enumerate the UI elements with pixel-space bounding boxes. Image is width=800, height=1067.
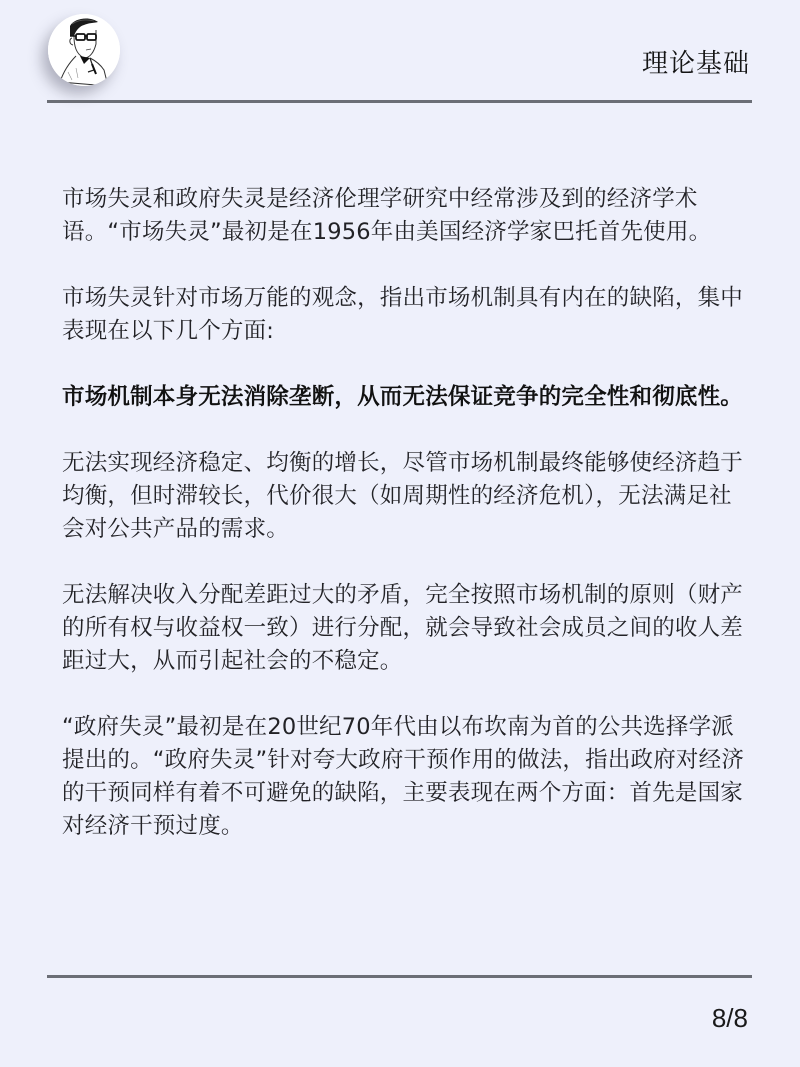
header-divider [47,100,752,103]
page-title: 理论基础 [641,49,750,79]
paragraph-monopoly-point: 市场机制本身无法消除垄断，从而无法保证竞争的完全性和彻底性。 [62,384,744,410]
paragraph-government-failure: “政府失灵”最初是在20世纪70年代由以布坎南为首的公共选择学派提出的。“政府失灵”针对夸大政府干预作用的做法，指出政府对经济的干预同样有着不可避免的缺陷，主要表现在两个方面：首先是国家对经济干预过度。 [62,714,745,839]
portrait-illustration-icon [48,14,120,86]
page-number: 8/8 [711,1003,748,1033]
article-body [62,183,744,876]
paragraph-stability-point: 无法实现经济稳定、均衡的增长，尽管市场机制最终能够使经济趋于均衡，但时滞较长，代价很大（如周期性的经济危机），无法满足社会对公共产品的需求。 [62,450,744,542]
paragraph-market-failure: 市场失灵针对市场万能的观念，指出市场机制具有内在的缺陷，集中表现在以下几个方面: [62,285,744,344]
avatar [48,14,120,86]
paragraph-income-point: 无法解决收入分配差距过大的矛盾，完全按照市场机制的原则（财产的所有权与收益权一致）进行分配，就会导致社会成员之间的收人差距过大，从而引起社会的不稳定。 [62,582,744,674]
paragraph-intro: 市场失灵和政府失灵是经济伦理学研究中经常涉及到的经济学术语。“市场失灵”最初是在1956年由美国经济学家巴托首先使用。 [62,186,712,245]
footer-divider [47,975,752,978]
